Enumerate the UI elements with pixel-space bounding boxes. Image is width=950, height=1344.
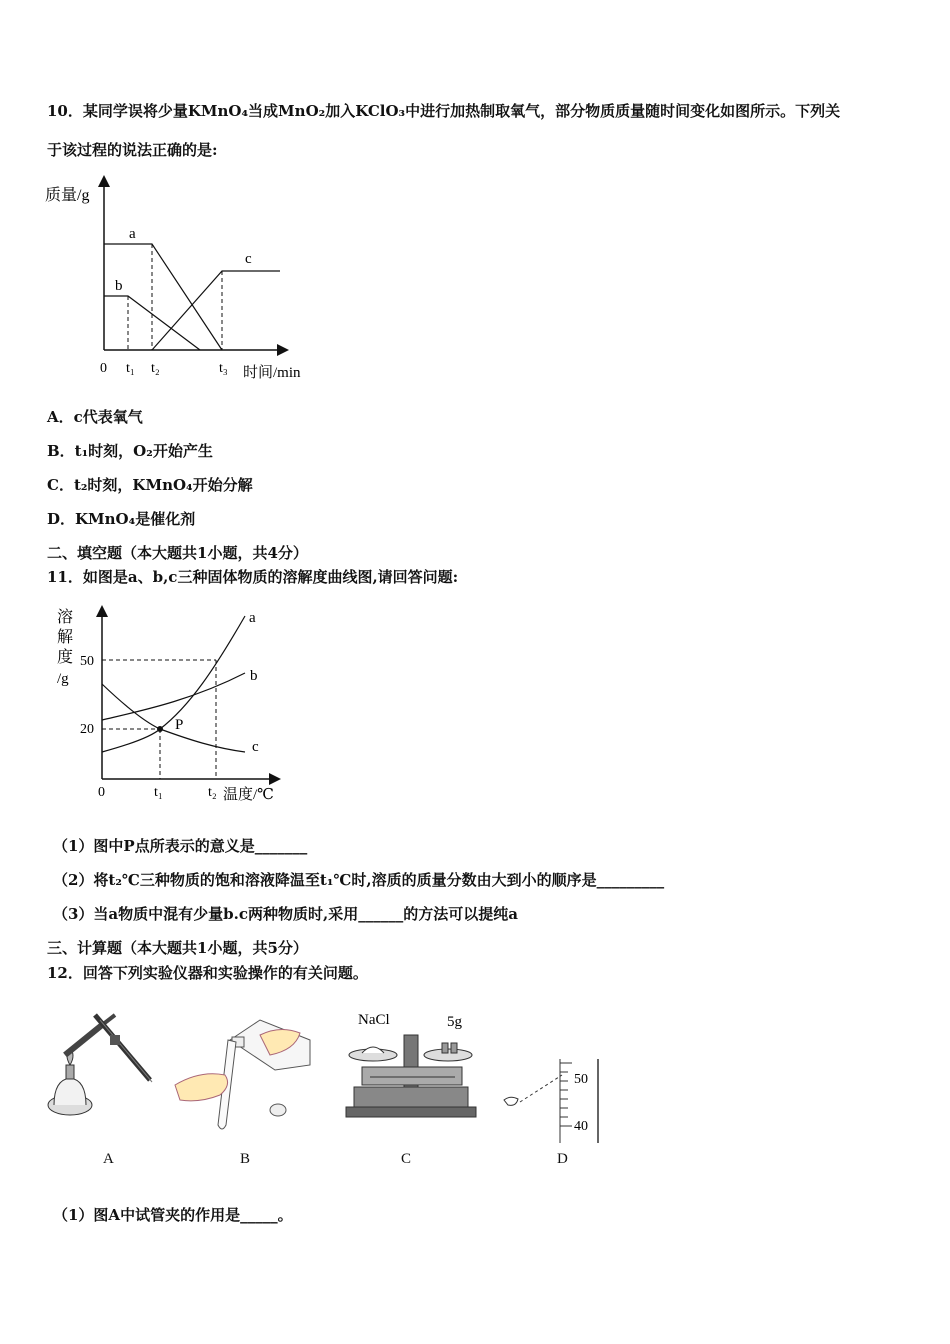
q11-ytick-20: 20 [80,722,94,737]
q10-curve-c [152,271,280,350]
q10-origin: 0 [100,361,107,376]
section-3-heading: 三、计算题（本大题共1小题，共5分） [47,939,308,957]
q10-mass-time-graph [40,170,330,385]
q11-origin: 0 [98,785,105,800]
q10-option-d[interactable]: D．KMnO₄是催化剂 [47,510,196,528]
q10-stem-line1: 10．某同学误将少量KMnO₄当成MnO₂加入KClO₃中进行加热制取氧气，部分物质质量随时间变化如图所示。下列关 [47,102,841,120]
q12-figure-d-cylinder-reading [500,1055,610,1145]
q12-figure-b-label: B [240,1151,251,1167]
q10-option-b[interactable]: B．t₁时刻，O₂开始产生 [47,442,213,460]
q11-point-p-label: P [175,717,184,733]
q11-sub1: （1）图中P点所表示的意义是_______ [53,837,308,855]
q11-curve-a [102,616,245,752]
q11-curve-b [102,673,245,720]
q12-figure-d-label: D [557,1151,568,1167]
q10-curve-a [104,244,222,350]
q11-y-label-4: /g [57,671,69,687]
q11-label-b: b [250,668,258,684]
q11-sub3: （3）当a物质中混有少量b.c两种物质时,采用______的方法可以提纯a [53,905,518,923]
q11-y-label-1: 溶 [57,609,74,626]
q10-option-c[interactable]: C．t₂时刻，KMnO₄开始分解 [47,476,253,494]
q10-tick-t1: t₁ [126,361,135,376]
q12-balance-left-label: NaCl [358,1012,390,1028]
q10-label-b: b [115,278,123,294]
q11-point-p [157,726,163,732]
q10-stem-line2: 于该过程的说法正确的是: [47,141,218,159]
q12-sub1: （1）图A中试管夹的作用是_____。 [53,1206,293,1224]
q11-solubility-graph [40,598,300,813]
q10-x-label: 时间/min [243,365,301,381]
q11-y-label-2: 解 [57,629,74,646]
q11-label-c: c [252,739,259,755]
q12-stem: 12．回答下列实验仪器和实验操作的有关问题。 [47,964,368,982]
q11-xtick-t2: t₂ [208,785,217,800]
q12-figure-a-label: A [103,1151,114,1167]
q11-x-label: 温度/℃ [223,787,274,803]
q12-figure-c-balance [340,1005,480,1130]
q11-ytick-50: 50 [80,654,94,669]
section-2-heading: 二、填空题（本大题共1小题，共4分） [47,544,308,562]
q12-figure-c-label: C [401,1151,412,1167]
q11-sub2: （2）将t₂℃三种物质的饱和溶液降温至t₁℃时,溶质的质量分数由大到小的顺序是_________ [53,871,665,889]
q10-tick-t3: t₃ [219,361,228,376]
q10-option-a[interactable]: A．c代表氧气 [47,408,143,426]
q11-label-a: a [249,610,256,626]
q12-figure-a-test-tube-clamp [40,1010,165,1125]
q12-cylinder-mark-40: 40 [574,1119,588,1134]
q11-y-label-3: 度 [57,649,74,666]
q12-cylinder-mark-50: 50 [574,1072,588,1087]
q10-tick-t2: t₂ [151,361,160,376]
q10-label-c: c [245,251,252,267]
q10-y-label: 质量/g [45,187,90,204]
q11-xtick-t1: t₁ [154,785,163,800]
q12-figure-b-pouring-liquid [170,1015,325,1130]
q10-label-a: a [129,226,136,242]
q11-stem: 11．如图是a、b,c三种固体物质的溶解度曲线图,请回答问题: [47,568,459,586]
q12-balance-right-label: 5g [447,1014,462,1030]
